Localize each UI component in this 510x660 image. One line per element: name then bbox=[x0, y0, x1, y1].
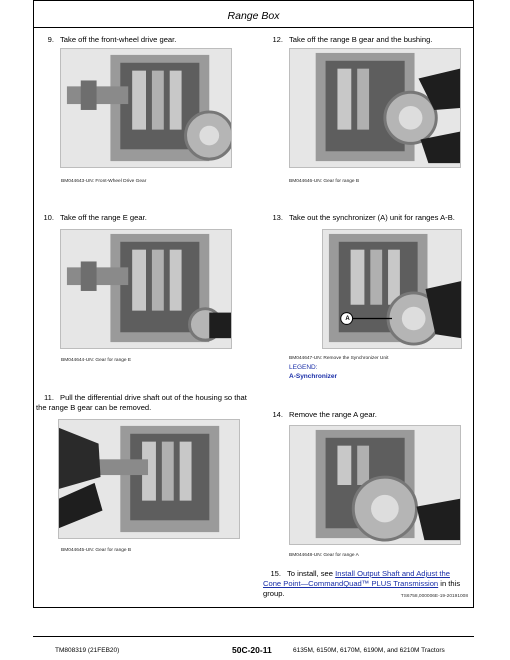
step-10 bbox=[36, 213, 251, 223]
photo-differential-drive-shaft bbox=[58, 419, 240, 539]
step-number: 11. bbox=[44, 393, 54, 402]
footer-models: 6135M, 6150M, 6170M, 6190M, and 6210M Tractors bbox=[293, 647, 445, 654]
document-id: TS6758,000006E-19-20191008 bbox=[400, 594, 468, 599]
install-suffix: in this group. bbox=[263, 579, 461, 598]
callout-label: A bbox=[345, 316, 350, 322]
step-11 bbox=[36, 393, 251, 412]
step-9 bbox=[36, 35, 251, 45]
step-text: Take out the synchronizer (A) unit for ranges A-B. bbox=[289, 213, 455, 222]
photo-range-a-gear bbox=[289, 425, 461, 545]
figure-caption: BM044647-UN: Remove the Synchronizer Unit bbox=[289, 356, 389, 361]
step-number: 9. bbox=[47, 35, 54, 44]
install-prefix: To install, see bbox=[287, 569, 334, 578]
step-text: Take off the range B gear and the bushing. bbox=[289, 35, 433, 44]
step-14 bbox=[265, 410, 470, 420]
photo-range-e-gear bbox=[60, 229, 232, 349]
figure-caption: BM044648-UN: Gear for range A bbox=[289, 553, 359, 558]
step-text: Pull the differential drive shaft out of the housing so that the range B gear can be removed. bbox=[36, 393, 247, 412]
figure-caption: BM044644-UN: Gear for range E bbox=[61, 358, 132, 363]
photo-range-b-gear-bushing bbox=[289, 48, 461, 168]
figure-caption: BM044643-UN: Front-Wheel Drive Gear bbox=[61, 179, 147, 184]
figure-caption: BM044646-UN: Gear for range B bbox=[289, 179, 360, 184]
install-output-shaft-link[interactable]: Install Output Shaft and Adjust the Cone Point—CommandQuad™ PLUS Transmission bbox=[263, 569, 450, 588]
step-13 bbox=[265, 213, 470, 223]
footer-manual-id: TM808319 (21FEB20) bbox=[55, 647, 120, 654]
step-number: 10. bbox=[43, 213, 54, 222]
step-number: 12. bbox=[272, 35, 283, 44]
step-number: 15. bbox=[270, 569, 281, 578]
page-header bbox=[33, 0, 474, 28]
step-12 bbox=[265, 35, 470, 45]
legend-item: A-Synchronizer bbox=[289, 373, 338, 380]
legend-title: LEGEND: bbox=[289, 364, 318, 371]
step-text: Take off the front-wheel drive gear. bbox=[60, 35, 177, 44]
step-number: 14. bbox=[272, 410, 283, 419]
page-title: Range Box bbox=[227, 10, 280, 22]
photo-synchronizer-unit bbox=[322, 229, 462, 349]
figure-caption: BM044645-UN: Gear for range B bbox=[61, 548, 132, 553]
step-number: 13. bbox=[272, 213, 283, 222]
photo-front-wheel-drive-gear bbox=[60, 48, 232, 168]
step-text: Take off the range E gear. bbox=[60, 213, 147, 222]
footer-divider bbox=[33, 636, 474, 637]
footer-page-number: 50C-20-11 bbox=[232, 645, 272, 655]
step-text: Remove the range A gear. bbox=[289, 410, 377, 419]
